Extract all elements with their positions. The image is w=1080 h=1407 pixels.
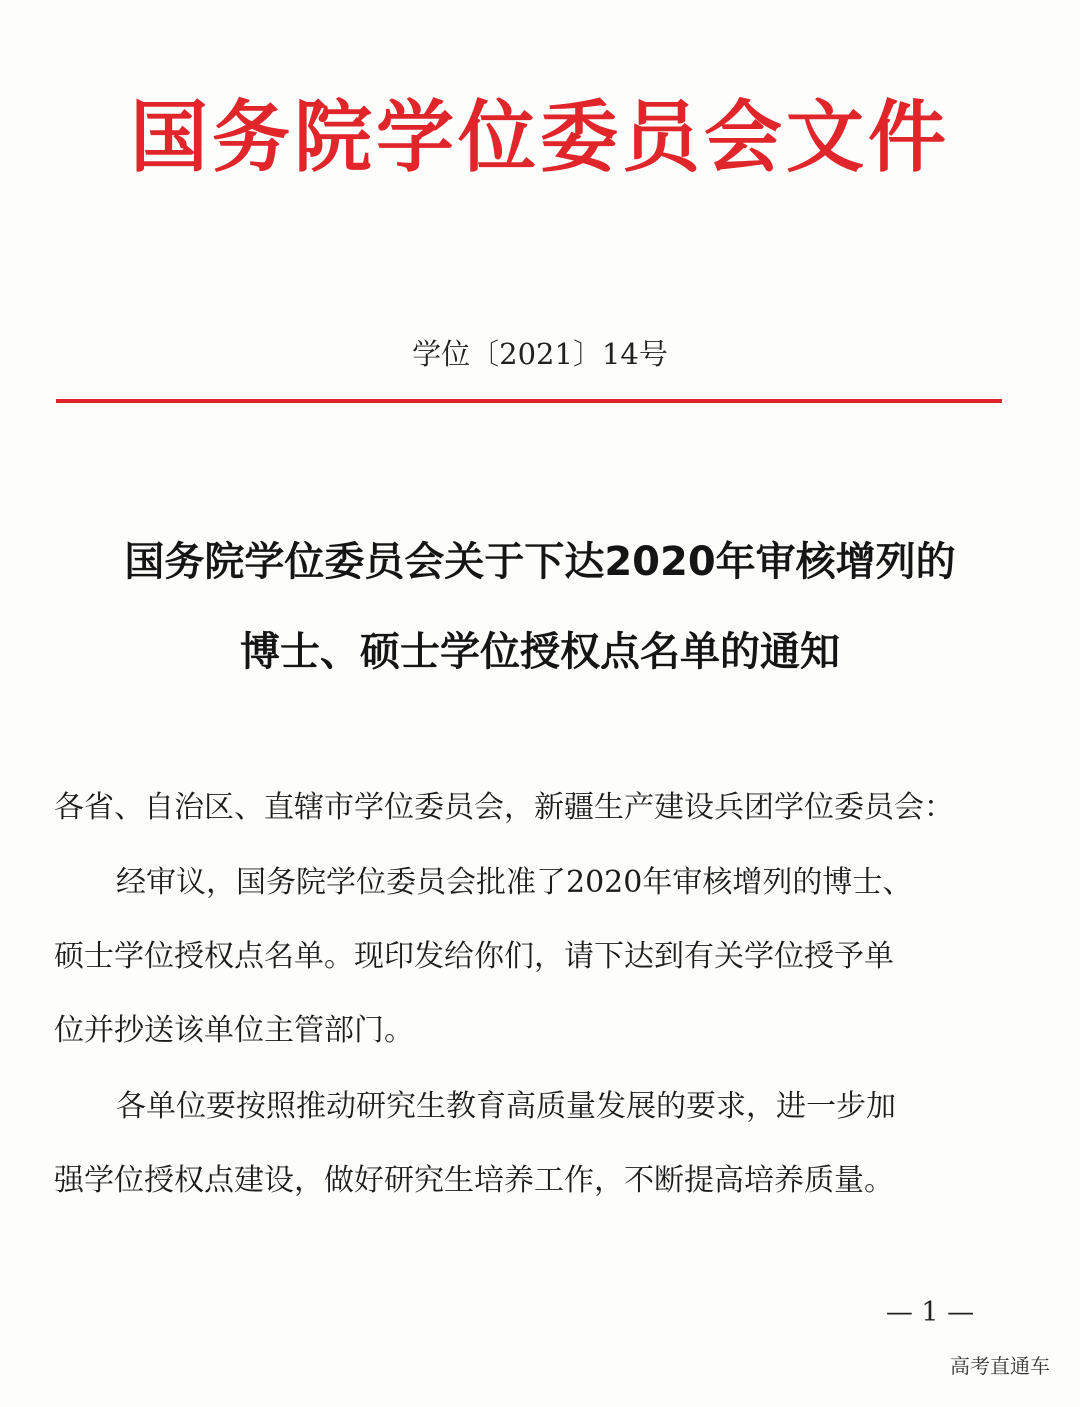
paragraph-2-line-2: 强学位授权点建设，做好研究生培养工作，不断提高培养质量。	[54, 1163, 894, 1198]
paragraph-2-line-1: 各单位要按照推动研究生教育高质量发展的要求，进一步加	[116, 1089, 896, 1124]
paragraph-1-line-3: 位并抄送该单位主管部门。	[54, 1013, 414, 1048]
document-number: 学位〔2021〕14号	[412, 337, 668, 371]
source-watermark: 高考直通车	[950, 1354, 1050, 1378]
paragraph-1-line-1: 经审议，国务院学位委员会批准了2020年审核增列的博士、	[116, 865, 913, 900]
page-number: — 1 —	[885, 1297, 975, 1328]
paragraph-1-line-2: 硕士学位授权点名单。现印发给你们，请下达到有关学位授予单	[54, 939, 894, 974]
document-masthead: 国务院学位委员会文件	[129, 92, 950, 183]
document-title-line-2: 博士、硕士学位授权点名单的通知	[240, 629, 840, 675]
salutation: 各省、自治区、直辖市学位委员会，新疆生产建设兵团学位委员会：	[54, 790, 954, 825]
document-title-line-1: 国务院学位委员会关于下达2020年审核增列的	[124, 539, 956, 585]
red-divider-rule	[56, 399, 1002, 403]
